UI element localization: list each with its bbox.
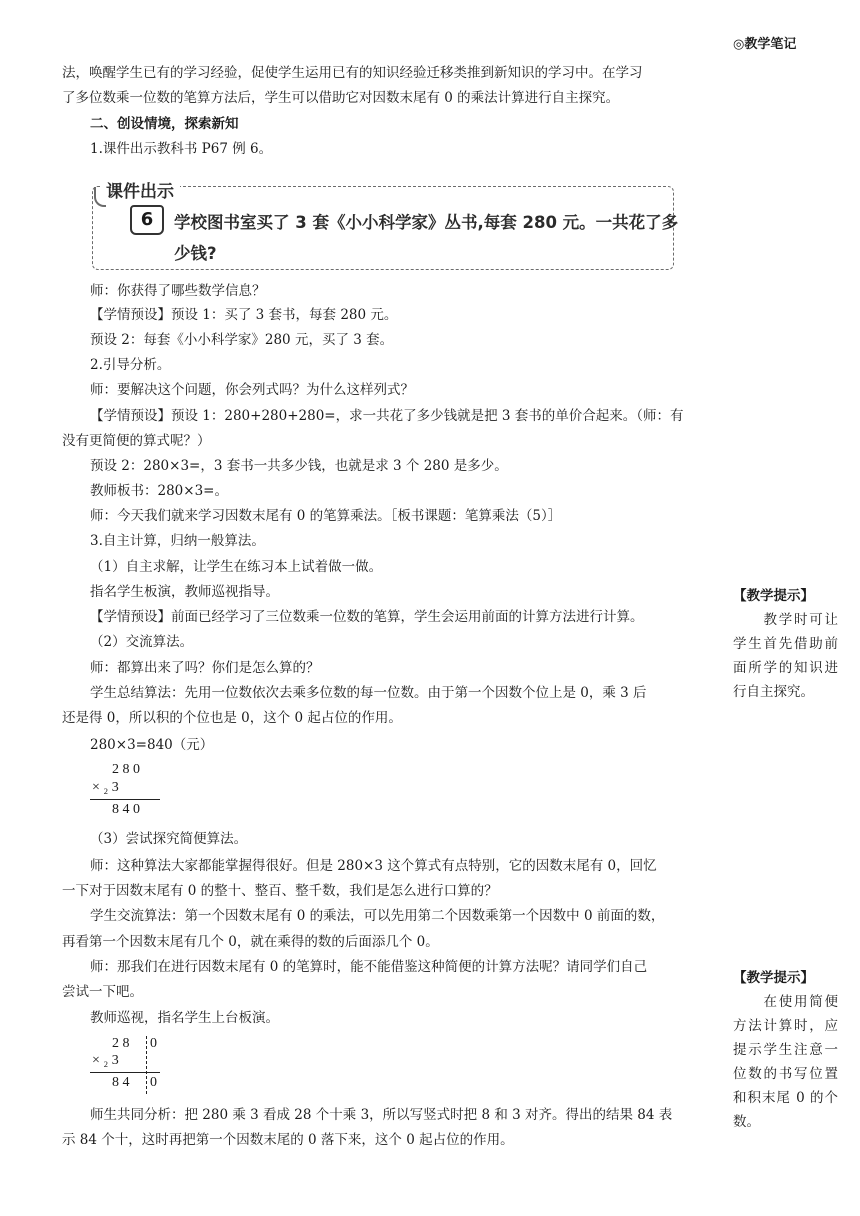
teaching-tip-title: 【教学提示】: [733, 970, 814, 986]
body-line: 一下对于因数末尾有 0 的整十、整百、整千数，我们是怎么进行口算的？: [62, 883, 498, 899]
calc2-divider: [146, 1036, 147, 1094]
body-line: 师：那我们在进行因数末尾有 0 的笔算时，能不能借鉴这种简便的计算方法呢？请同学们自己: [90, 959, 648, 975]
body-line: 法，唤醒学生已有的学习经验，促使学生运用已有的知识经验迁移类推到新知识的学习中。在学习: [62, 65, 643, 81]
teaching-tip-text: 在使用简便方法计算时，应提示学生注意一位数的书写位置和积末尾 0 的个数。: [733, 994, 838, 1130]
equation-line: 280×3=840（元）: [90, 737, 214, 753]
calc2-multiplier: × ₂ 3: [92, 1053, 119, 1068]
body-line: （1）自主求解，让学生在练习本上试着做一做。: [90, 559, 383, 575]
body-line: 【学情预设】前面已经学习了三位数乘一位数的笔算，学生会运用前面的计算方法进行计算。: [90, 609, 644, 625]
body-line: 师：这种算法大家都能掌握得很好。但是 280×3 这个算式有点特别，它的因数末尾有 0，回忆: [90, 858, 657, 874]
calc2-rule: [90, 1072, 160, 1073]
calc2-result-left: 8 4: [112, 1075, 130, 1090]
teaching-tip-text: 教学时可让学生首先借助前面所学的知识进行自主探究。: [733, 612, 838, 700]
body-line: 预设 2：280×3=，3 套书一共多少钱，也就是求 3 个 280 是多少。: [90, 458, 508, 474]
body-line: 预设 2：每套《小小科学家》280 元，买了 3 套。: [90, 332, 394, 348]
body-line: 学生总结算法：先用一位数依次去乘多位数的每一位数。由于第一个因数个位上是 0，乘 3 后: [90, 685, 647, 701]
teaching-tip-title: 【教学提示】: [733, 588, 814, 604]
body-line: 师：今天我们就来学习因数末尾有 0 的笔算乘法。［板书课题：笔算乘法（5）］: [90, 508, 562, 524]
calc1-rule: [90, 799, 160, 800]
body-line: 指名学生板演，教师巡视指导。: [90, 584, 279, 600]
body-line: 再看第一个因数末尾有几个 0，就在乘得的数的后面添几个 0。: [62, 934, 439, 950]
body-line: 【学情预设】预设 1：买了 3 套书，每套 280 元。: [90, 307, 398, 323]
calc2-top-left: 2 8: [112, 1036, 130, 1051]
body-line: 没有更简便的算式呢？）: [62, 433, 211, 449]
body-line: 2.引导分析。: [90, 357, 171, 373]
body-line: 师生共同分析：把 280 乘 3 看成 28 个十乘 3，所以写竖式时把 8 和 3 对齐。得出的结果 84 表: [90, 1107, 673, 1123]
calc2-result-right: 0: [150, 1075, 157, 1090]
body-line: 学生交流算法：第一个因数末尾有 0 的乘法，可以先用第二个因数乘第一个因数中 0 前面的数，: [90, 908, 665, 924]
body-line: 示 84 个十，这时再把第一个因数末尾的 0 落下来，这个 0 起占位的作用。: [62, 1132, 514, 1148]
body-line: 了多位数乘一位数的笔算方法后，学生可以借助它对因数末尾有 0 的乘法计算进行自主探究。: [62, 90, 620, 106]
calc1-result: 8 4 0: [112, 802, 140, 817]
calc1-top: 2 8 0: [112, 762, 140, 777]
section-heading: 二、创设情境，探索新知: [90, 116, 239, 132]
body-line: 【学情预设】预设 1：280+280+280=，求一共花了多少钱就是把 3 套书的单价合起来。（师：有: [90, 408, 684, 424]
courseware-tag: 课件出示: [100, 175, 180, 204]
body-line: 师：要解决这个问题，你会列式吗？为什么这样列式？: [90, 382, 414, 398]
body-line: 师：都算出来了吗？你们是怎么算的？: [90, 660, 320, 676]
teaching-notes-label: ◎教学笔记: [733, 37, 797, 52]
body-line: 还是得 0，所以积的个位也是 0，这个 0 起占位的作用。: [62, 710, 402, 726]
body-line: 教师巡视，指名学生上台板演。: [90, 1010, 279, 1026]
body-line: 师：你获得了哪些数学信息？: [90, 283, 266, 299]
body-line: 教师板书：280×3=。: [90, 483, 228, 499]
body-line: （2）交流算法。: [90, 634, 194, 650]
body-line: 3.自主计算，归纳一般算法。: [90, 533, 265, 549]
example-number-badge: 6: [130, 205, 164, 235]
body-line: （3）尝试探究简便算法。: [90, 831, 248, 847]
calc2-top-right: 0: [150, 1036, 157, 1051]
body-line: 尝试一下吧。: [62, 984, 143, 1000]
example-text-line1: 学校图书室买了 3 套《小小科学家》丛书,每套 280 元。一共花了多: [174, 213, 679, 232]
body-line: 1.课件出示教科书 P67 例 6。: [90, 141, 273, 157]
calc1-multiplier: × ₂ 3: [92, 780, 119, 795]
example-text-line2: 少钱?: [174, 244, 217, 263]
